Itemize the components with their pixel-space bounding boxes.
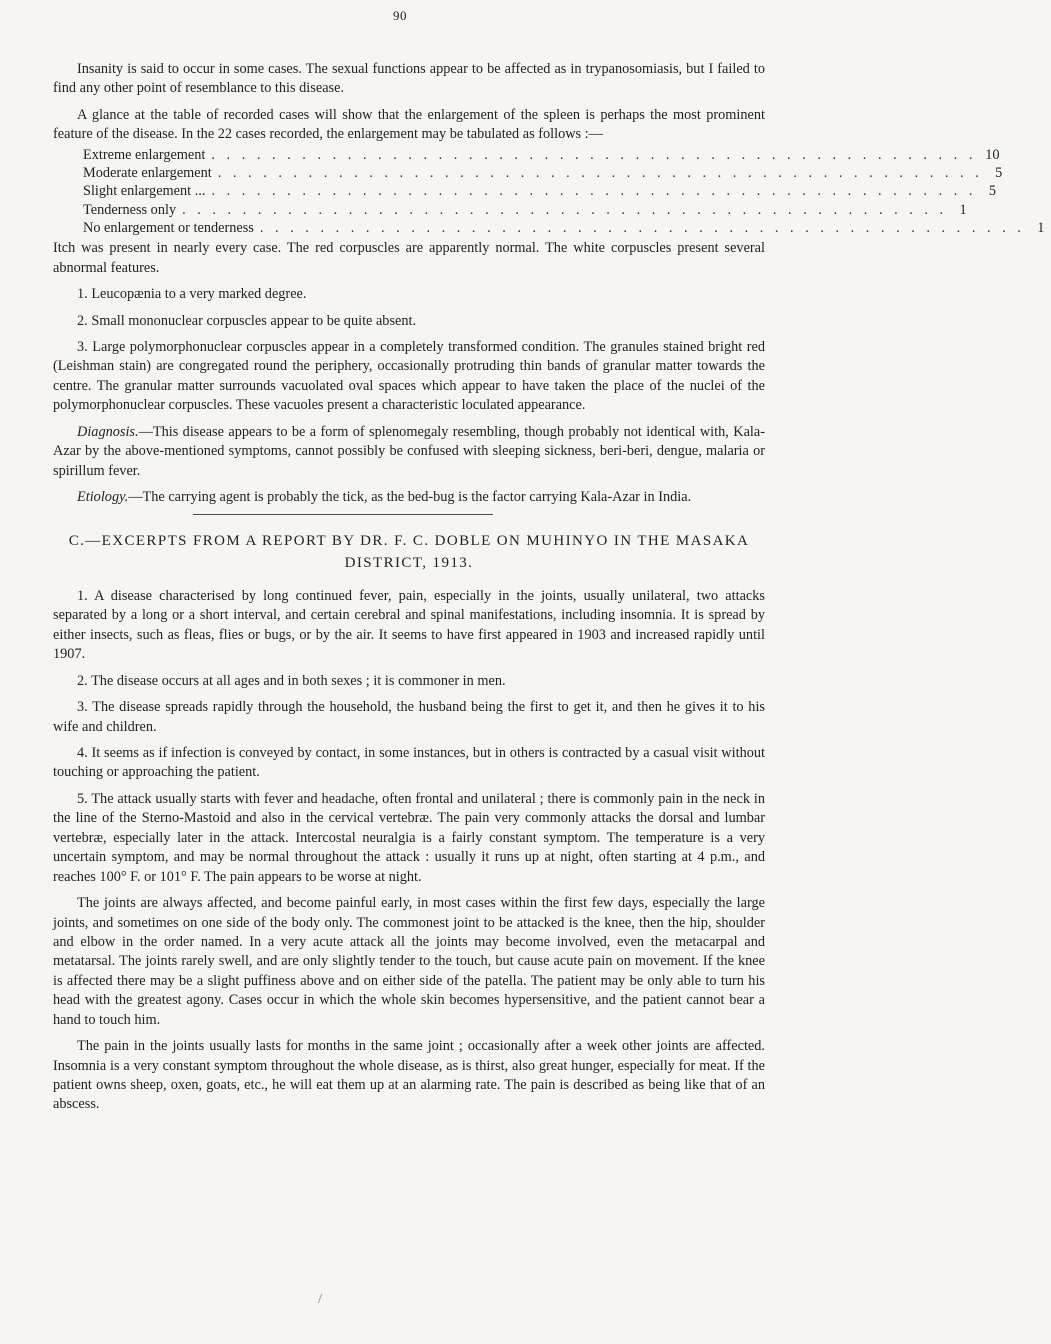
item-text: Large polymorphonuclear corpuscles appear in a completely transformed condition. The granules stained bright red (Leishman stain) are congregated round the periphery, occasionally protruding thin bands of granular matter towards the centre. The granular matter surrounds vacuolated oval spaces which appear to have taken the place of the nuclei of the polymorphonuclear corpuscles. These vacuoles present a characteristic loculated appearance. <box>53 338 765 414</box>
diagnosis-paragraph <box>53 423 765 481</box>
body-paragraph: The joints are always affected, and become painful early, in most cases within the first few days, especially the large joints, and sometimes on one side of the body only. The commonest joint to be attacked is the knee, then the hip, shoulder and elbow in the order named. In a very acute attack all the joints may become involved, even the metacarpal and metatarsal. The joints rarely swell, and are only slightly tender to the touch, but cause acute pain on movement. If the knee is affected there may be a slight puffiness above and on either side of the patella. The patient may be only able to turn his head with the greatest agony. Cases occur in which the whole skin becomes hypersensitive, and the patient cannot bear a hand to touch him. <box>53 895 765 1028</box>
leader-dots: . . . . . . . . . . . . . . . . . . . . . . . . . . . . . . . . . . . . . . . . . . . . . . . . . . . <box>217 165 983 182</box>
intro-paragraph: Insanity is said to occur in some cases. The sexual functions appear to be affected as in trypanosomiasis, but I failed to find any other point of resemblance to this disease. <box>53 61 765 97</box>
item-text: The disease spreads rapidly through the household, the husband being the first to get it, and then he gives it to his wife and children. <box>53 699 765 735</box>
section-heading: C.—EXCERPTS FROM A REPORT BY DR. F. C. DOBLE ON MUHINYO IN THE MASAKA DISTRICT, 1913. <box>68 533 750 572</box>
numbered-item <box>53 672 765 691</box>
diagnosis-text: —This disease appears to be a form of splenomegaly resembling, though probably not identical with, Kala-Azar by the above-mentioned symptoms, cannot possibly be confused with sleeping sickness, beri-beri, dengue, malaria or spirillum fever. <box>53 423 765 479</box>
item-text: Small mononuclear corpuscles appear to be quite absent. <box>91 312 417 329</box>
leader-dots: . . . . . . . . . . . . . . . . . . . . . . . . . . . . . . . . . . . . . . . . . . . . . . . . . . . <box>182 201 948 218</box>
item-text: It seems as if infection is conveyed by contact, in some instances, but in others is contracted by a casual visit without touching or approaching the patient. <box>53 745 765 781</box>
body-paragraph: The pain in the joints usually lasts for months in the same joint ; occasionally after a week other joints are affected. Insomnia is a very constant symptom throughout the whole disease, as is thirst, also great hunger, especially for meat. If the patient owns sheep, oxen, goats, etc., he will eat them up at an alarming rate. The pain is described as being like that of an abscess. <box>53 1038 765 1113</box>
table-row <box>83 182 997 200</box>
table-row-label: Slight enlargement ... <box>83 183 206 200</box>
item-number: 1. <box>77 286 88 303</box>
page-body <box>53 60 1045 1122</box>
table-row-value: 5 <box>988 183 997 200</box>
diagnosis-label: Diagnosis. <box>77 423 139 440</box>
leader-dots: . . . . . . . . . . . . . . . . . . . . . . . . . . . . . . . . . . . . . . . . . . . . . . . . . . . <box>259 219 1025 236</box>
itch-paragraph: Itch was present in nearly every case. The red corpuscles are apparently normal. The white corpuscles present several abnormal features. <box>53 240 765 276</box>
etiology-text: —The carrying agent is probably the tick, as the bed-bug is the factor carrying Kala-Azar in India. <box>128 489 692 506</box>
section-divider <box>193 514 493 515</box>
table-row-label: No enlargement or tenderness <box>83 219 254 236</box>
table-row-value: 1 <box>959 201 967 218</box>
item-number: 2. <box>77 672 88 689</box>
table-row-label: Tenderness only <box>83 201 177 218</box>
numbered-item <box>53 698 765 737</box>
item-number: 5. <box>77 790 88 807</box>
item-number: 3. <box>77 338 88 355</box>
table-row-label: Moderate enlargement <box>83 165 212 182</box>
table-row-value: 1 <box>1037 219 1045 236</box>
table-row <box>83 164 1003 182</box>
item-number: 3. <box>77 699 88 716</box>
intro-paragraph: A glance at the table of recorded cases will show that the enlargement of the spleen is perhaps the most prominent feature of the disease. In the 22 cases recorded, the enlargement may be tabulated as follows :— <box>53 106 765 143</box>
table-row <box>83 201 967 219</box>
numbered-item <box>53 312 765 331</box>
table-row-value: 10 <box>985 146 1000 163</box>
table-row-label: Extreme enlargement <box>83 146 206 163</box>
numbered-item <box>53 285 765 304</box>
table-row <box>83 219 1045 237</box>
numbered-item <box>53 587 765 665</box>
table-row-value: 5 <box>995 165 1003 182</box>
numbered-item <box>53 790 765 887</box>
leader-dots: . . . . . . . . . . . . . . . . . . . . . . . . . . . . . . . . . . . . . . . . . . . . . . . . . . . <box>211 146 977 163</box>
page-number: 90 <box>393 8 407 23</box>
item-number: 4. <box>77 745 88 762</box>
item-text: A disease characterised by long continued fever, pain, especially in the joints, usually unilateral, two attacks separated by a long or a short interval, and certain cerebral and spinal manifestations, including insomnia. It is spread by either insects, such as fleas, flies or bugs, or by the air. It seems to have first appeared in 1903 and increased rapidly until 1907. <box>53 587 765 663</box>
item-text: Leucopænia to a very marked degree. <box>91 286 307 303</box>
item-text: The attack usually starts with fever and headache, often frontal and unilateral ; there is commonly pain in the neck in the line of the Sterno-Mastoid and also in the cervical vertebræ. The pain very commonly attacks the dorsal and lumbar vertebræ, especially later in the attack. Intercostal neuralgia is a fairly constant symptom. The temperature is a very uncertain symptom, and may be normal throughout the attack : usually it runs up at night, often starting at 4 p.m., and reaches 100° F. or 101° F. The pain appears to be worse at night. <box>53 790 765 885</box>
spleen-table <box>83 146 1045 237</box>
leader-dots: . . . . . . . . . . . . . . . . . . . . . . . . . . . . . . . . . . . . . . . . . . . . . . . . . . . <box>211 183 977 200</box>
table-row <box>83 146 1000 164</box>
item-text: The disease occurs at all ages and in both sexes ; it is commoner in men. <box>91 672 506 689</box>
etiology-paragraph <box>53 488 765 507</box>
numbered-item <box>53 744 765 783</box>
item-number: 2. <box>77 312 88 329</box>
item-number: 1. <box>77 587 88 604</box>
numbered-item <box>53 338 765 416</box>
etiology-label: Etiology. <box>77 489 129 506</box>
end-mark: / <box>318 1292 322 1307</box>
